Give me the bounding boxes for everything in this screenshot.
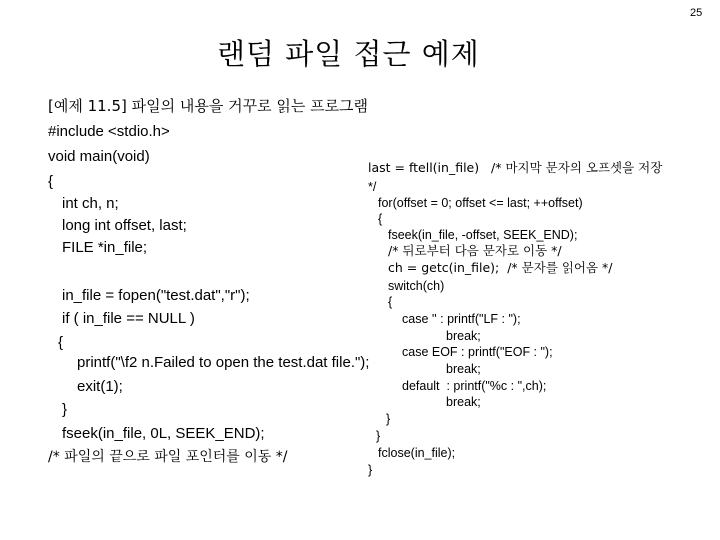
slide-title: 랜덤 파일 접근 예제 — [217, 37, 480, 71]
code-line-switch-close-brace: } — [386, 412, 391, 426]
code-line-printf-error: printf("\f2 n.Failed to open the test.dat file."); — [77, 354, 370, 371]
code-line-fclose: fclose(in_file); — [378, 446, 456, 460]
page-number: 25 — [690, 7, 703, 19]
code-line-long-decl: long int offset, last; — [62, 217, 187, 234]
code-line-getc: ch = getc(in_file); /* 문자를 읽어옴 */ — [388, 260, 613, 275]
code-line-file-decl: FILE *in_file; — [62, 239, 148, 256]
code-line-switch-open-brace: { — [388, 295, 393, 309]
code-line-case-lf: case '' : printf("LF : "); — [402, 312, 521, 326]
code-line-if-open-brace: { — [58, 334, 64, 351]
code-comment-move-next: /* 뒤로부터 다음 문자로 이동 */ — [388, 243, 562, 258]
code-line-open-brace: { — [48, 173, 54, 190]
code-line-break-1: break; — [446, 329, 481, 343]
code-line-break-2: break; — [446, 362, 481, 376]
code-line-main: void main(void) — [48, 148, 150, 165]
code-comment-move-to-end: /* 파일의 끝으로 파일 포인터를 이동 */ — [48, 449, 288, 465]
code-line-switch: switch(ch) — [388, 279, 445, 293]
code-line-if-null: if ( in_file == NULL ) — [62, 310, 195, 327]
code-line-for: for(offset = 0; offset <= last; ++offset) — [378, 196, 583, 210]
code-line-int-decl: int ch, n; — [62, 195, 119, 212]
code-line-include: #include <stdio.h> — [48, 123, 170, 140]
code-line-main-close-brace: } — [368, 463, 373, 477]
code-line-break-3: break; — [446, 395, 481, 409]
example-caption: [예제 11.5] 파일의 내용을 거꾸로 읽는 프로그램 — [48, 97, 369, 115]
code-line-ftell: last = ftell(in_file) /* 마지막 문자의 오프셋을 저장 — [368, 160, 663, 175]
code-line-for-close-brace: } — [376, 429, 381, 443]
code-line-fopen: in_file = fopen("test.dat","r"); — [62, 287, 250, 304]
code-line-for-open-brace: { — [378, 212, 383, 226]
code-line-if-close-brace: } — [62, 401, 68, 418]
code-line-comment-close: */ — [368, 180, 377, 194]
code-line-default: default : printf("%c : ",ch); — [402, 379, 547, 393]
code-line-case-eof: case EOF : printf("EOF : "); — [402, 345, 553, 359]
code-line-exit: exit(1); — [77, 378, 123, 395]
code-line-fseek-offset: fseek(in_file, -offset, SEEK_END); — [388, 228, 578, 242]
code-line-fseek-end: fseek(in_file, 0L, SEEK_END); — [62, 425, 265, 442]
